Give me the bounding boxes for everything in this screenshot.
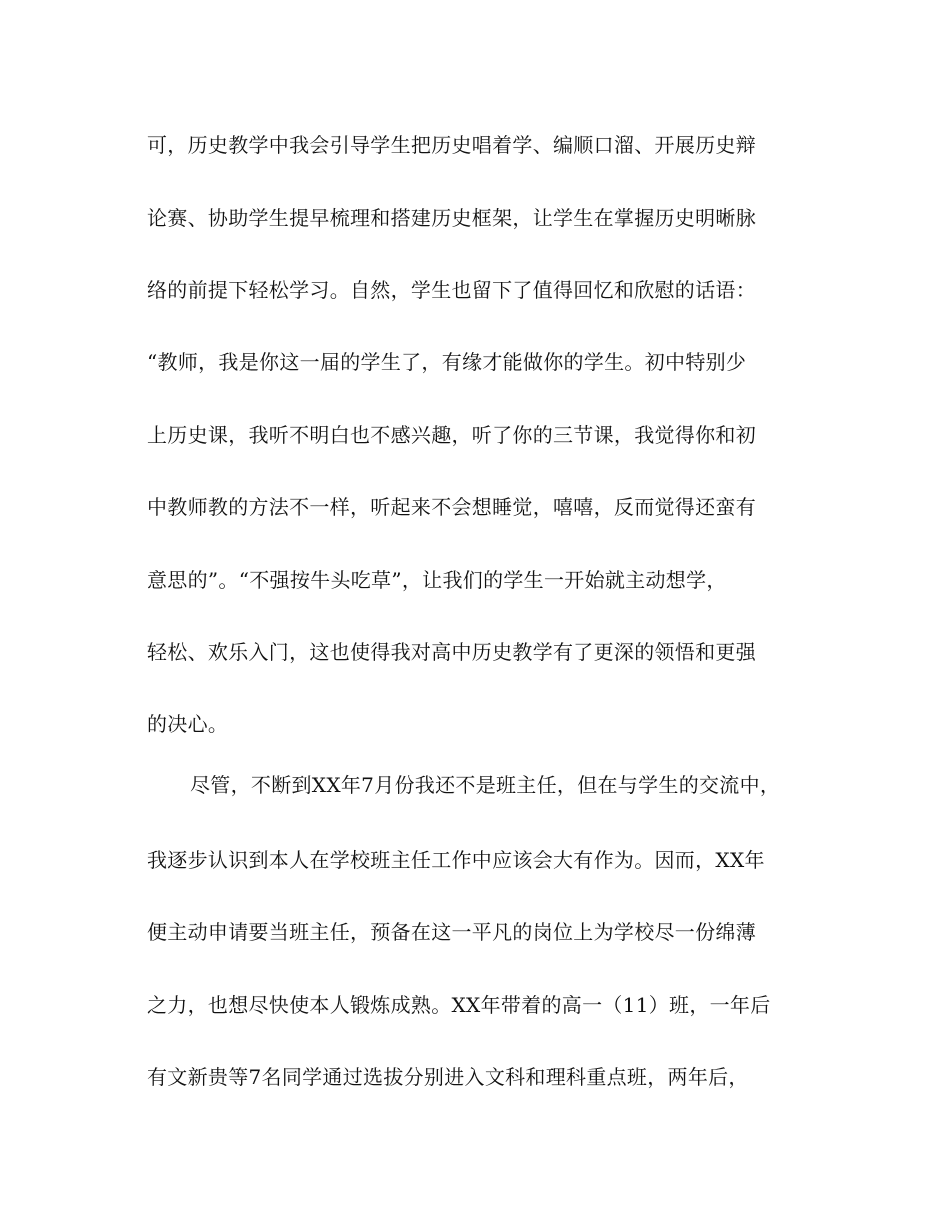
paragraph-first-line: 尽管，不断到XX年7月份我还不是班主任，但在与学生的交流中， xyxy=(190,773,781,797)
text-line: 的决心。 xyxy=(147,712,229,736)
text-line: 可，历史教学中我会引导学生把历史唱着学、编顺口溜、开展历史辩 xyxy=(147,133,756,157)
text-line: 轻松、欢乐入门，这也使得我对高中历史教学有了更深的领悟和更强 xyxy=(147,640,756,664)
text-line: 络的前提下轻松学习。自然，学生也留下了值得回忆和欣慰的话语： xyxy=(147,278,756,302)
text-line: 我逐步认识到本人在学校班主任工作中应该会大有作为。因而，XX年 xyxy=(147,848,765,872)
text-line: 之力，也想尽快使本人锻炼成熟。XX年带着的高一（11）班，一年后 xyxy=(147,993,771,1017)
text-line: “教师，我是你这一届的学生了，有缘才能做你的学生。初中特别少 xyxy=(147,350,747,374)
text-line: 上历史课，我听不明白也不感兴趣，听了你的三节课，我觉得你和初 xyxy=(147,423,756,447)
text-line: 便主动申请要当班主任，预备在这一平凡的岗位上为学校尽一份绵薄 xyxy=(147,920,756,944)
text-line: 中教师教的方法不一样，听起来不会想睡觉，嘻嘻，反而觉得还蛮有 xyxy=(147,495,756,519)
text-line: 有文新贵等7名同学通过选拔分别进入文科和理科重点班，两年后， xyxy=(147,1065,749,1089)
text-line: 意思的”。“不强按牛头吃草”，让我们的学生一开始就主动想学， xyxy=(147,568,727,592)
text-line: 论赛、协助学生提早梳理和搭建历史框架，让学生在掌握历史明晰脉 xyxy=(147,206,756,230)
